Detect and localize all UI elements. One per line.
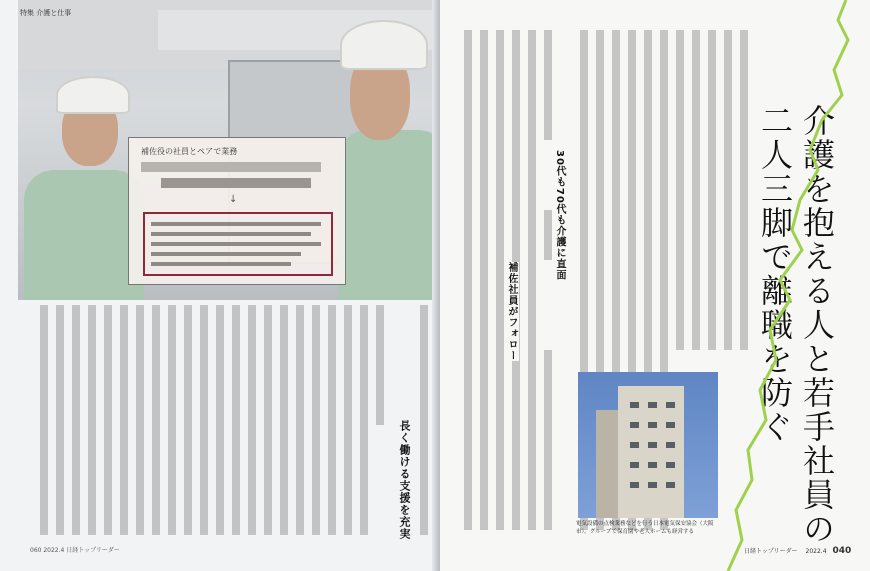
building-photo (578, 372, 718, 518)
right-footer (744, 546, 851, 556)
page-number: 040 (832, 546, 852, 556)
photo-caption: 電気設備の点検業務などを行う日本電気保安協会（大阪市）。グループで保育園や老人ホームも経営する (576, 521, 714, 535)
section-label: 特集 介護と仕事 (20, 9, 72, 17)
section-heading: 長く働ける支援を充実 (398, 420, 411, 540)
info-box-heading: 補佐役の社員とペアで業務 (141, 147, 238, 156)
footer-publication: 日経トップリーダー (744, 548, 798, 555)
left-footer: 060 2022.4 日経トップリーダー (30, 547, 120, 554)
subheading-1: 30代も70代も介護に直面 (554, 150, 565, 281)
arrow-down-icon: ↓ (229, 194, 238, 205)
title-line-2: 二人三脚で離職を防ぐ (756, 104, 794, 444)
subheading-2: 補佐社員がフォロー (506, 262, 517, 361)
title-line-1: 介護を抱える人と若手社員の (798, 104, 836, 546)
footer-date: 2022.4 (805, 548, 827, 555)
